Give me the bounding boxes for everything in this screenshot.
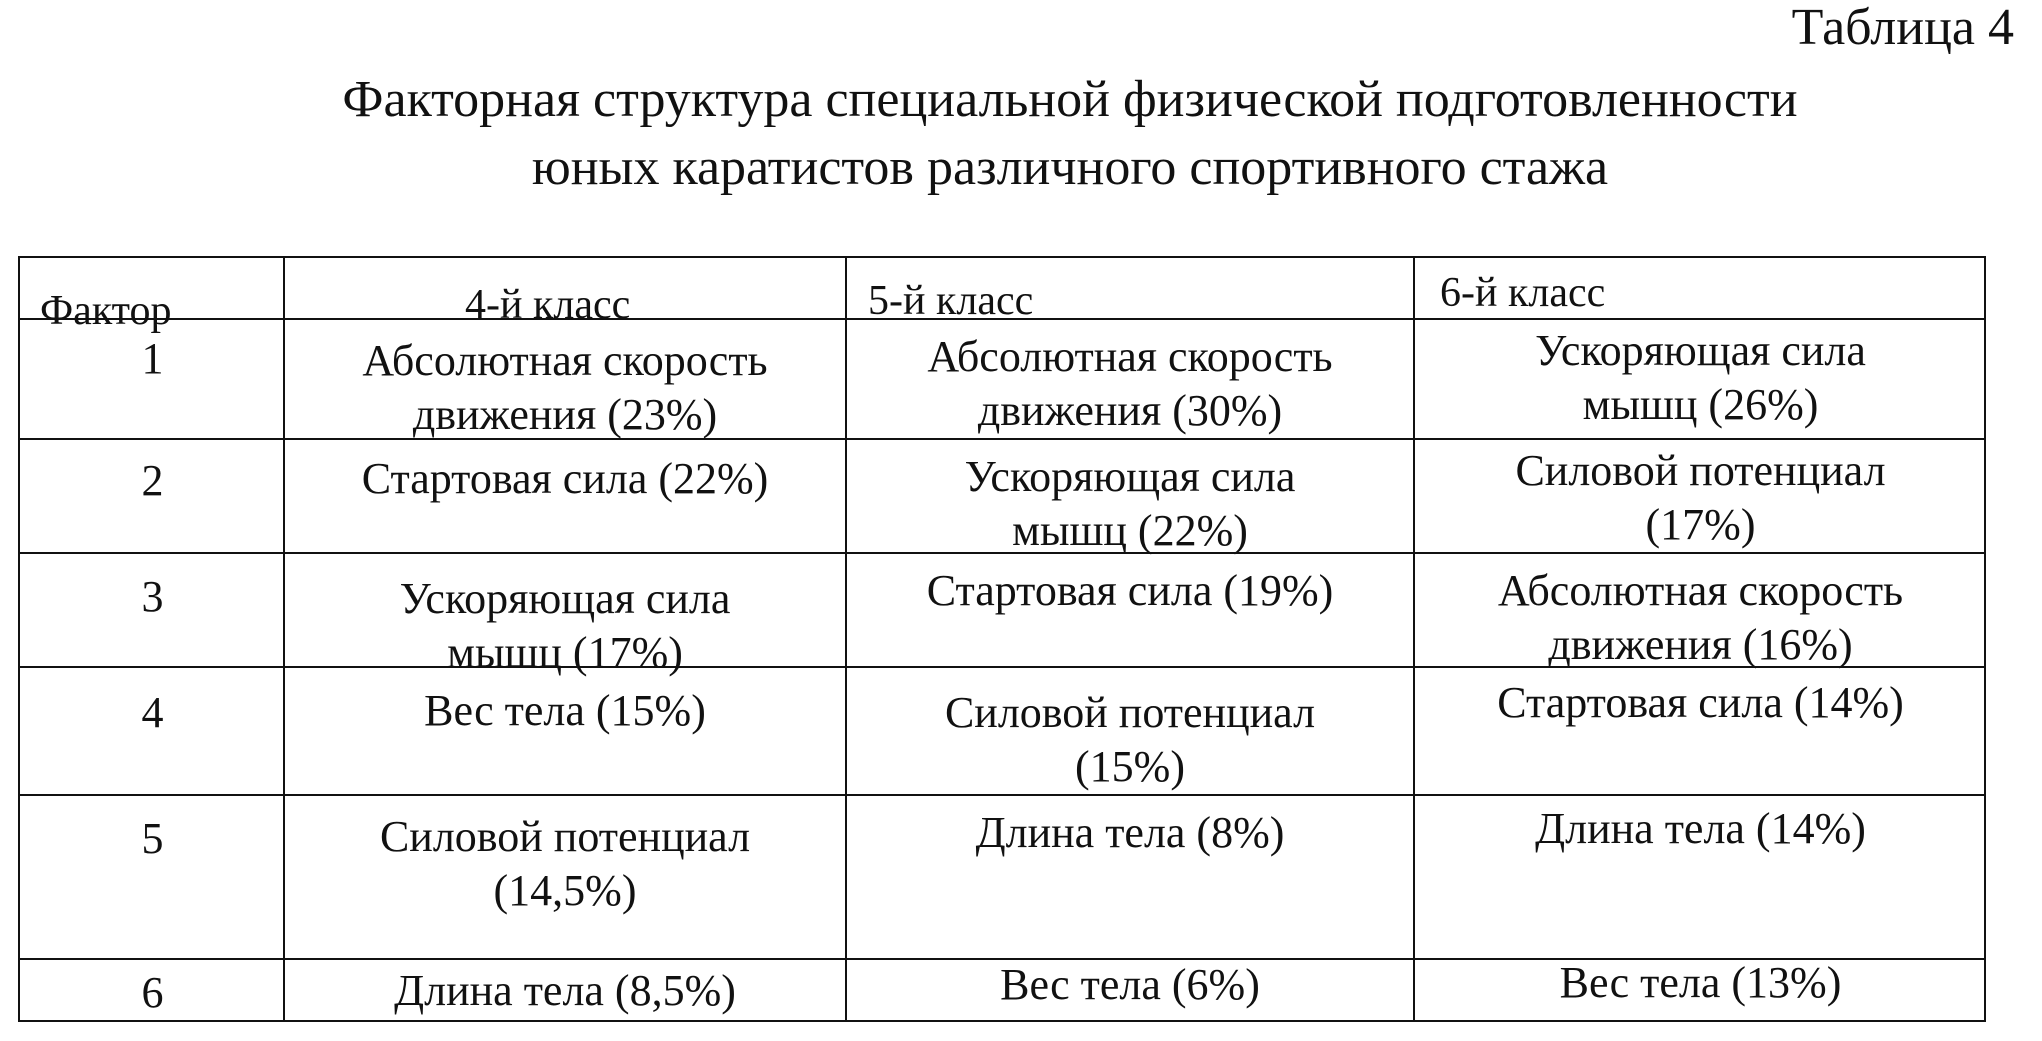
header-grade-6: 6-й класс [1440,270,1606,316]
table-cell: Длина тела (8,5%) [394,966,736,1015]
table-cell: Абсолютная скорость движения (30%) [927,332,1333,435]
factor-number: 4 [141,688,164,737]
table-cell: Вес тела (13%) [1559,958,1842,1007]
table-cell: Вес тела (6%) [1000,960,1260,1009]
header-grade-5: 5-й класс [868,278,1034,324]
table-cell: Ускоряющая сила мышц (17%) [399,574,731,677]
table-cell: Вес тела (15%) [424,686,706,735]
factor-table [18,256,1986,1022]
table-cell: Силовой потенциал (15%) [944,688,1316,791]
table-cell: Стартовая сила (19%) [926,566,1334,615]
table-cell: Ускоряющая сила мышц (26%) [1535,326,1866,429]
table-cell: Стартовая сила (14%) [1497,678,1904,727]
factor-number: 1 [141,334,164,383]
header-factor: Фактор [40,288,172,334]
table-title-line-1: Факторная структура специальной физической подготовленности [342,71,1798,128]
row-divider [20,794,1984,796]
table-cell: Силовой потенциал (14,5%) [379,812,751,915]
table-cell: Силовой потенциал (17%) [1515,446,1886,549]
table-cell: Абсолютная скорость движения (23%) [362,336,768,439]
factor-number: 6 [141,968,164,1017]
table-cell: Длина тела (8%) [975,808,1285,857]
table-cell: Стартовая сила (22%) [361,454,769,503]
table-title-line-2: юных каратистов различного спортивного стажа [531,139,1609,196]
header-grade-4: 4-й класс [465,282,631,328]
table-cell: Ускоряющая сила мышц (22%) [964,452,1296,555]
table-cell: Длина тела (14%) [1535,804,1866,853]
factor-number: 2 [141,456,164,505]
table-number-label: Таблица 4 [1791,0,2014,56]
factor-number: 5 [141,814,164,863]
table-cell: Абсолютная скорость движения (16%) [1497,566,1904,669]
factor-number: 3 [141,572,164,621]
